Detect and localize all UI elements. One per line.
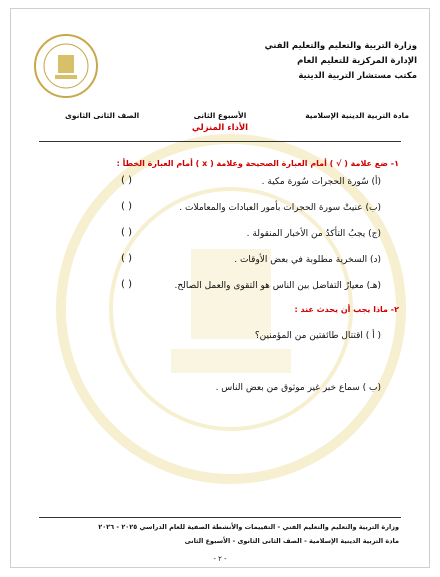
q1-item-text: (هـ) معيارُ التفاضل بين الناس هو التقوى والعمل الصالح.	[174, 281, 381, 291]
ministry-seal-icon	[33, 33, 99, 99]
week-label: الأسبوع الثانى	[193, 111, 247, 120]
ministry-line-1: وزارة التربية والتعليم والتعليم الفني	[264, 41, 417, 51]
q1-item-text: (ج) يجبُ التأكدُ من الأخبار المنقولة .	[246, 229, 381, 239]
q1-item	[262, 177, 381, 187]
subject-label: مادة التربية الدينية الإسلامية	[305, 111, 409, 120]
q1-item-text: (ب) عنيتْ سورة الحجرات بأمور العبادات والمعاملات .	[179, 203, 381, 213]
q1-item	[247, 229, 381, 239]
footer-line-2: مادة التربية الدينية الإسلامية - الصف الثانى الثانوى - الأسبوع الثانى	[184, 537, 399, 545]
grade-label: الصف الثانى الثانوى	[65, 111, 140, 120]
q2-item: (ب ) سماع خبر غير موثوق من بعض الناس .	[215, 383, 381, 393]
q2-heading: ٢- ماذا يجب أن يحدث عند :	[294, 305, 399, 314]
q1-item	[234, 255, 381, 265]
answer-blank[interactable]: ( )	[121, 227, 132, 238]
q1-item	[175, 281, 381, 291]
answer-blank[interactable]: ( )	[121, 253, 132, 264]
homework-title: الأداء المنزلي	[191, 123, 249, 133]
ministry-header	[257, 39, 417, 84]
bottom-divider	[39, 517, 401, 518]
q1-heading: ١- ضع علامة ( √ ) أمام العبارة الصحيحة وعلامة ( x ) أمام العبارة الخطأ :	[116, 159, 399, 168]
ministry-line-3: مكتب مستشار التربية الدينية	[298, 71, 417, 81]
answer-blank[interactable]: ( )	[121, 175, 132, 186]
q1-item-text: (د) السخرية مطلوبة في بعض الأوقات .	[234, 255, 381, 265]
q2-item: ( أ ) اقتتال طائفتين من المؤمنين؟	[254, 331, 381, 341]
answer-blank[interactable]: ( )	[121, 279, 132, 290]
ministry-line-2: الإدارة المركزية للتعليم العام	[297, 56, 417, 66]
page-number: - ٢ -	[213, 555, 227, 563]
q1-item-text: (أ) سُورة الحجرات سُورة مكية .	[261, 177, 381, 187]
footer-line-1: وزارة التربية والتعليم والتعليم الفني - التقييمات والأنشطة الصفية للعام الدراسي ٢٠٢٥ - ٢٠٢٦	[98, 523, 399, 531]
top-divider	[39, 141, 401, 142]
answer-blank[interactable]: ( )	[121, 201, 132, 212]
q1-item	[179, 203, 381, 213]
page-frame	[10, 8, 430, 568]
